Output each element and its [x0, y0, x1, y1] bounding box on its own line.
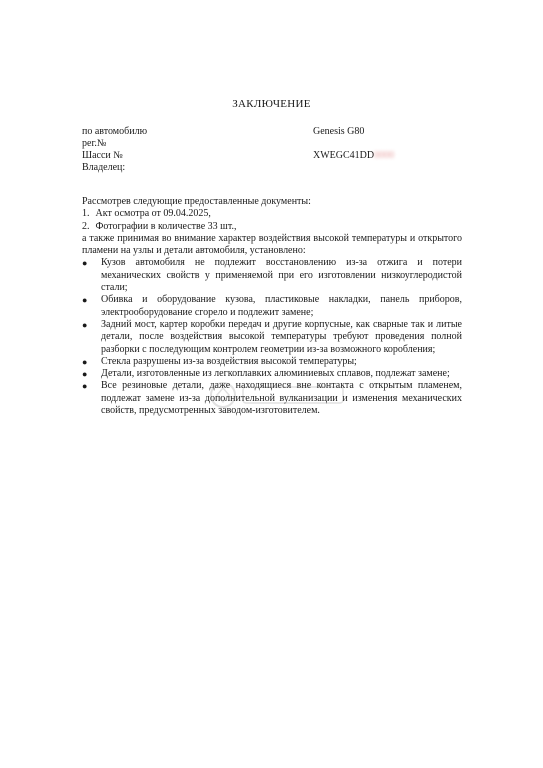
finding-item	[82, 368, 462, 380]
documents-list-item	[82, 221, 462, 233]
list-text: Фотографии в количестве 33 шт.,	[95, 220, 237, 232]
chassis-value-visible: XWEGC41DD	[313, 150, 375, 161]
finding-text: Все резиновые детали, даже находящиеся вне контакта с открытым пламенем, подлежат замене из-за дополнительной вулканизации и изменения механических свойств, предусмотренных заводом-изготовителем.	[101, 380, 462, 417]
finding-text: Кузов автомобиля не подлежит восстановлению из-за отжига и потери механических свойств у применяемой при его изготовлении низкоуглеродистой стали;	[101, 257, 462, 294]
owner-label: Владелец:	[82, 162, 126, 173]
car-value: Genesis G80	[313, 126, 365, 137]
finding-item	[82, 294, 462, 319]
finding-text: Стекла разрушены из-за воздействия высокой температуры;	[101, 355, 357, 367]
intro-text: Рассмотрев следующие предоставленные документы:	[82, 196, 311, 207]
finding-item	[82, 257, 462, 294]
chassis-value-redacted: 0000	[374, 150, 395, 161]
finding-item	[82, 380, 462, 417]
bullet-icon: ●	[82, 319, 88, 330]
finding-text: Задний мост, картер коробки передач и другие корпусные, как сварные так и литые детали, после воздействия высокой температуры требуют проведения полной разборки с последующим контролем геометрии из-за возможного коробления;	[101, 318, 462, 355]
considering-text: а также принимая во внимание характер воздействия высокой температуры и открытого пламени на узлы и детали автомобиля, установлено:	[82, 232, 462, 257]
bullet-icon: ●	[82, 356, 88, 367]
list-number: 1.	[82, 208, 90, 220]
finding-item	[82, 356, 462, 368]
documents-list	[82, 208, 462, 233]
bullet-icon: ●	[82, 295, 88, 306]
documents-list-item	[82, 208, 462, 220]
chassis-label: Шасси №	[82, 150, 123, 161]
finding-item	[82, 319, 462, 356]
bullet-icon: ●	[82, 258, 88, 269]
bullet-icon: ●	[82, 369, 88, 380]
bullet-icon: ●	[82, 381, 88, 392]
finding-text: Детали, изготовленные из легкоплавких алюминиевых сплавов, подлежат замене;	[101, 368, 450, 380]
document-title: ЗАКЛЮЧЕНИЕ	[232, 98, 311, 110]
findings-list	[82, 257, 462, 417]
finding-text: Обивка и оборудование кузова, пластиковые накладки, панель приборов, электрооборудование сгорело и подлежит замене;	[101, 294, 462, 318]
chassis-value	[313, 150, 394, 162]
list-number: 2.	[82, 220, 90, 232]
reg-label: рег.№	[82, 138, 107, 149]
car-label: по автомобилю	[82, 126, 148, 137]
list-text: Акт осмотра от 09.04.2025,	[95, 208, 211, 220]
document-body	[82, 196, 462, 417]
